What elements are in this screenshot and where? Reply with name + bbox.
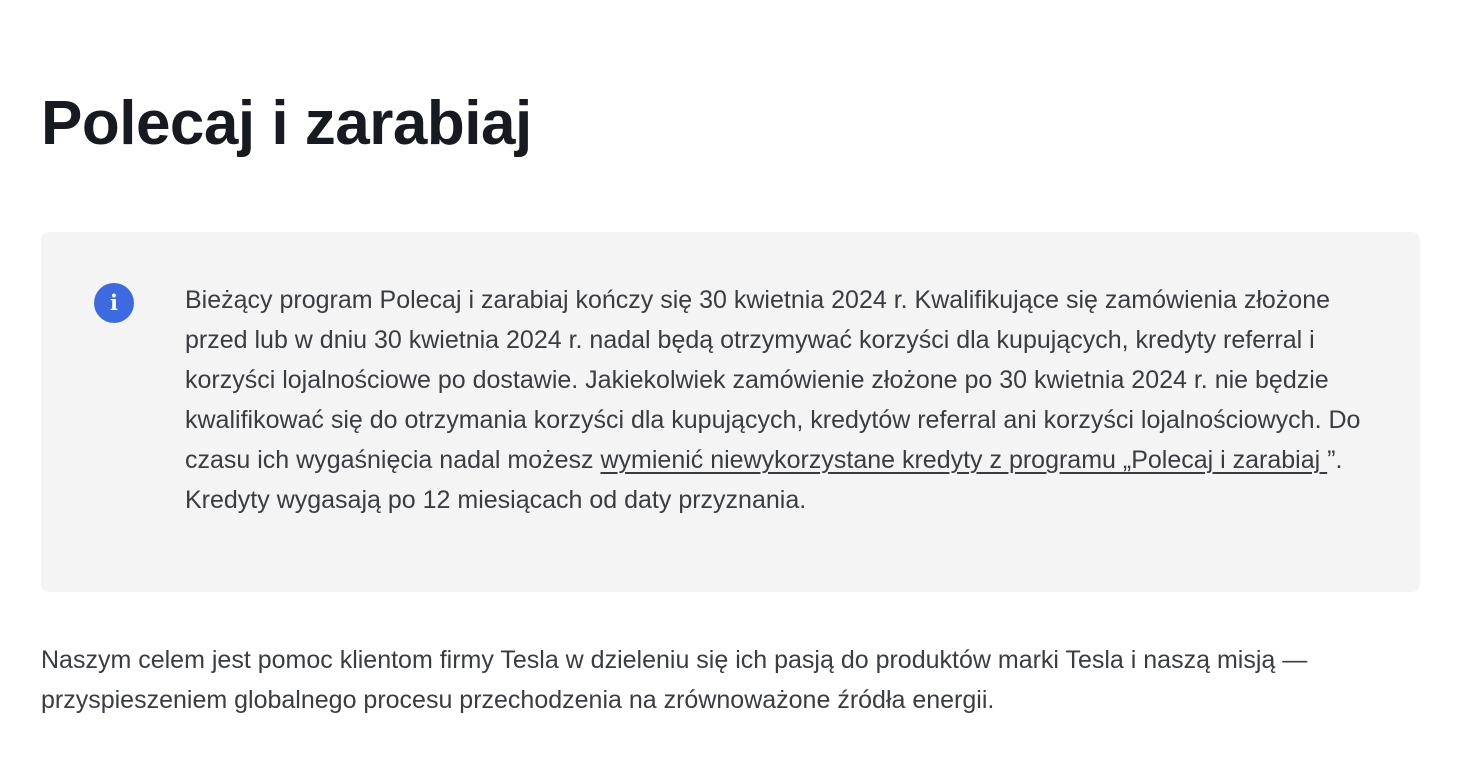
notice-text-before-link: Bieżący program Polecaj i zarabiaj kończy się 30 kwietnia 2024 r. Kwalifikujące się zamówienia złożone przed lub w dniu 30 kwietnia 2024 r. nadal będą otrzymywać korzyści dla kupujących, kredyty referral i korzyści lojalnościowe po dostawie. Jakiekolwiek zamówienie złożone po 30 kwietnia 2024 r. nie będzie kwalifikować się do otrzymania korzyści dla kupujących, kredytów referral ani korzyści lojalnościowych. Do czasu ich wygaśnięcia nadal możesz: [185, 286, 1361, 474]
info-notice: [41, 232, 1420, 592]
page-title: Polecaj i zarabiaj: [41, 89, 532, 158]
notice-text: [185, 280, 1375, 520]
redeem-credits-link[interactable]: wymienić niewykorzystane kredyty z programu „Polecaj i zarabiaj: [600, 446, 1328, 474]
info-icon: i: [94, 283, 134, 323]
notice-text-after-link: ”. Kredyty wygasają po 12 miesiącach od daty przyznania.: [185, 446, 1343, 514]
mission-paragraph: Naszym celem jest pomoc klientom firmy Tesla w dzieleniu się ich pasją do produktów marki Tesla i naszą misją — przyspieszeniem globalnego procesu przechodzenia na zrównoważone źródła energii.: [41, 646, 1308, 714]
